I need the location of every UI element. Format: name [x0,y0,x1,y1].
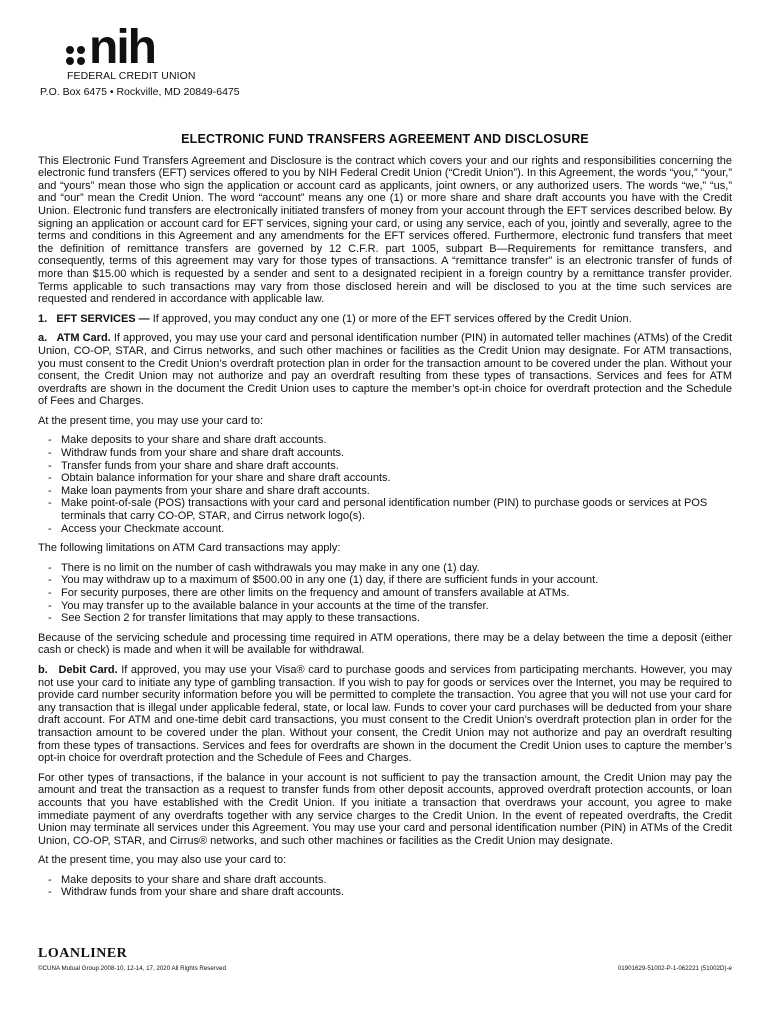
logo-wordmark: nih [89,21,155,74]
loanliner-logo: LOANLINER [38,946,128,961]
atm-present-intro: At the present time, you may use your card to: [38,414,263,427]
debit-card-text: If approved, you may use your Visa® card to purchase goods and services from participating merchants. However, you may not use your card to initiate any type of gambling transaction. If you wish to pay for goods or services over the Internet, you may be required to provide card number security information before you will be permitted to complete the transaction. You agree that you will not use your card for any transaction that is illegal under applicable federal, state, or local law. Funds to cover your card purchases will be deducted from your share draft account. For ATM and one-time debit card transactions, you must consent to the Credit Union’s overdraft protection plan in order for the transaction amount to be covered under the plan. Without your consent, the Credit Union may not authorize and pay an overdraft resulting from these types of transactions. Services and fees for overdrafts are shown in the document the Credit Union uses to capture the member’s opt-in choice for overdraft protection and the Schedule of Fees and Charges. [38,663,732,765]
list-item: - See Section 2 for transfer limitations that may apply to these transactions. [38,612,732,625]
list-item: - For security purposes, there are other limits on the frequency and amount of transfers available at ATMs. [38,587,732,600]
debit-card-heading: Debit Card. [58,663,118,676]
atm-uses-list [38,434,732,535]
document-body [38,133,732,906]
list-item: - Withdraw funds from your share and share draft accounts. [38,447,732,460]
list-item: - Withdraw funds from your share and share draft accounts. [38,886,732,899]
debit-present-intro: At the present time, you may also use your card to: [38,854,287,867]
logo-subtitle: FEDERAL CREDIT UNION [67,70,196,82]
atm-limits-list [38,562,732,625]
debit-card-section [38,664,732,765]
logo-mark [66,21,246,74]
page-footer [38,946,732,986]
section-1-heading: EFT SERVICES — [56,312,150,325]
list-item: - Transfer funds from your share and share draft accounts. [38,460,732,473]
section-1 [38,313,732,326]
atm-card-label: a. [38,332,48,345]
section-1-number: 1. [38,312,48,325]
section-1-text: If approved, you may conduct any one (1) or more of the EFT services offered by the Credit Union. [149,312,632,325]
atm-card-heading: ATM Card. [56,332,111,345]
atm-card-section [38,332,732,408]
list-item: - Make deposits to your share and share draft accounts. [38,874,732,887]
list-item: - Obtain balance information for your share and share draft accounts. [38,472,732,485]
intro-paragraph: This Electronic Fund Transfers Agreement and Disclosure is the contract which covers your and our rights and responsibilities concerning the electronic fund transfers (EFT) services offered to you by NIH Federal Credit Union (“Credit Union”). In this Agreement, the words “you,” “your,” and “yours” mean those who sign the application or account card as applicants, joint owners, or any authorized users. The words “we,” “us,” and “our” mean the Credit Union. The word “account” means any one (1) or more share and share draft accounts you have with the Credit Union. Electronic fund transfers are electronically initiated transfers of money from your account through the EFT services described below. By signing an application or account card for EFT services, signing your card, or using any service, each of you, jointly and severally, agree to the terms and conditions in this Agreement and any amendments for the EFT services offered. Furthermore, electronic fund transfers that meet the definition of remittance transfers are governed by 12 C.F.R. part 1005, subpart B—Requirements for remittance transfers, and consequently, terms of this agreement may vary for those types of transactions. A “remittance transfer” is an electronic transfer of funds of more than $15.00 which is requested by a sender and sent to a designated recipient in a foreign country by a remittance transfer provider. Terms applicable to such transactions may vary from those disclosed herein and will be disclosed to you at the time such services are requested and rendered in accordance with applicable law. [38,154,732,306]
form-number: 01901629-51002-P-1-062221 (51002D)-e [617,965,732,972]
debit-card-label: b. [38,663,48,676]
list-item: - You may withdraw up to a maximum of $500.00 in any one (1) day, if there are sufficient funds in your account. [38,574,732,587]
mailing-address: P.O. Box 6475 • Rockville, MD 20849-6475 [40,86,240,98]
debit-uses-list [38,874,732,899]
list-item: - There is no limit on the number of cash withdrawals you may make in any one (1) day. [38,562,732,575]
atm-delay-paragraph: Because of the servicing schedule and processing time required in ATM operations, there may be a delay between the time a deposit (either cash or check) is made and when it will be available for withdrawal. [38,631,732,657]
list-item: - You may transfer up to the available balance in your accounts at the time of the transfer. [38,600,732,613]
list-item: - Access your Checkmate account. [38,523,732,536]
atm-limits-intro: The following limitations on ATM Card transactions may apply: [38,542,341,555]
list-item: - Make deposits to your share and share draft accounts. [38,434,732,447]
logo-dots-icon [66,46,85,65]
document-title: ELECTRONIC FUND TRANSFERS AGREEMENT AND DISCLOSURE [181,132,589,146]
copyright-notice: ©CUNA Mutual Group 2008-10, 12-14, 17, 2020 All Rights Reserved [38,965,226,972]
list-item: - Make point-of-sale (POS) transactions with your card and personal identification number (PIN) to purchase goods or services at POS terminals that carry CO-OP, STAR, and Cirrus network logo(s). [38,497,732,522]
list-item: - Make loan payments from your share and share draft accounts. [38,485,732,498]
atm-card-text: If approved, you may use your card and personal identification number (PIN) in automated teller machines (ATMs) of the Credit Union, CO-OP, STAR, and Cirrus networks, and such other machines or facilities as the Credit Union may designate. For ATM transactions, you must consent to the Credit Union’s overdraft protection plan in order for the transaction amount to be covered under the plan. Without your consent, the Credit Union may not authorize and pay an overdraft resulting from these types of transactions. Services and fees for ATM overdrafts are shown in the document the Credit Union uses to capture the member’s opt-in choice for overdraft protection and the Schedule of Fees and Charges. [38,332,732,408]
other-transactions-paragraph: For other types of transactions, if the balance in your account is not sufficient to pay the transaction amount, the Credit Union may pay the amount and treat the transaction as a request to transfer funds from other deposit accounts, approved overdraft protection accounts, or loan accounts that you have established with the Credit Union. If you initiate a transaction that overdraws your account, you agree to make immediate payment of any overdrafts together with any service charges to the Credit Union. In the event of repeated overdrafts, the Credit Union may terminate all services under this Agreement. You may use your card and personal identification number (PIN) in ATMs of the Credit Union, CO-OP, STAR, and Cirrus® networks, and such other machines or facilities as the Credit Union may designate. [38,771,732,847]
